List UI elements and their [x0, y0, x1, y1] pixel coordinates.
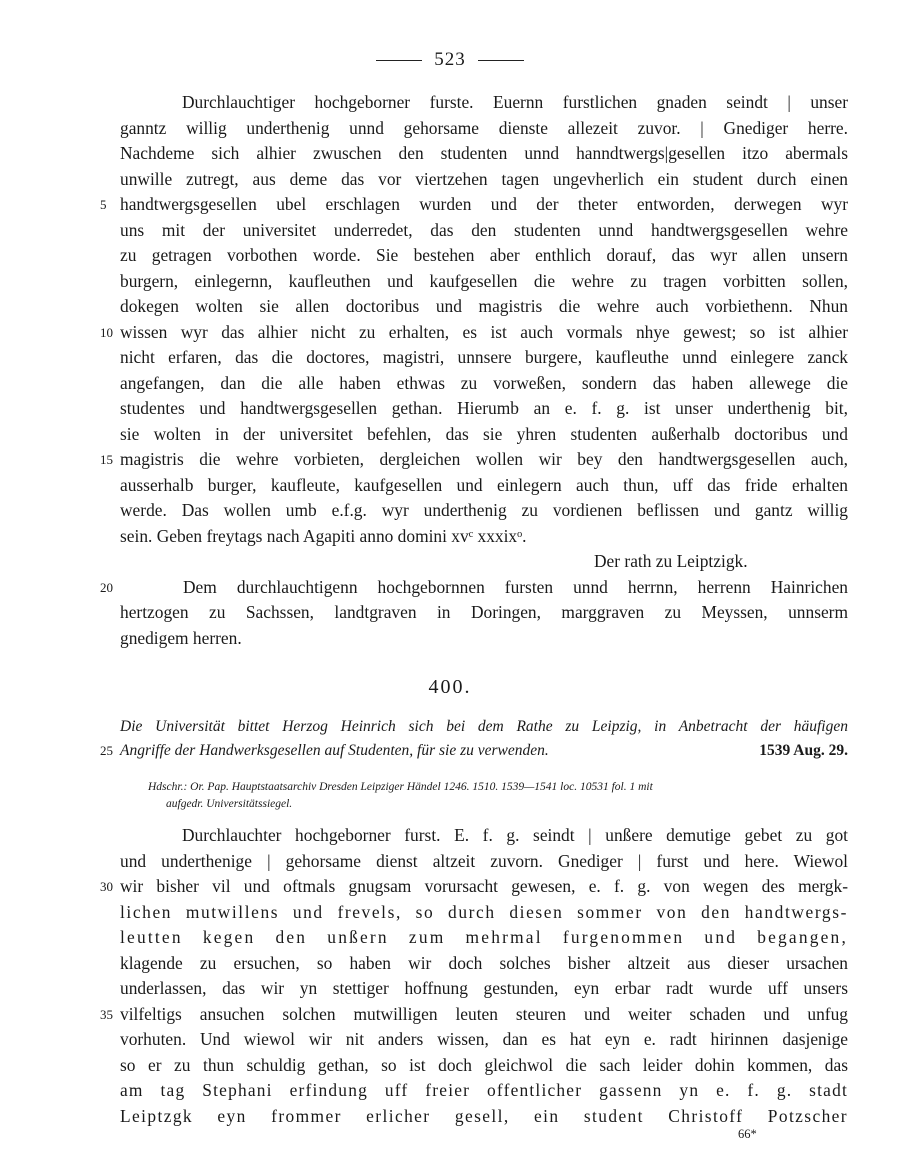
text-line: Durchlauchtiger hochgeborner furste. Euernn furstlichen gnaden seindt | unser — [182, 92, 848, 112]
text-line: burgern, einlegernn, kaufleuthen und kaufgesellen die wehre zu tragen vorbitten sollen, — [120, 270, 848, 291]
text-line: gnedigem herren. — [120, 627, 242, 648]
signature-mark: 66* — [738, 1127, 757, 1141]
line-number: 35 — [100, 1006, 113, 1022]
summary-line: Die Universität bittet Herzog Heinrich sich bei dem Rathe zu Leipzig, in Anbetracht der häufigen — [120, 718, 848, 735]
text-line: magistris die wehre vorbieten, dergleichen wollen wir bey den handtwergsgesellen auch, — [120, 449, 848, 469]
document-date: 1539 Aug. 29. — [759, 742, 848, 759]
text-line: hertzogen zu Sachssen, landtgraven in Doringen, marggraven zu Meyssen, unnserm — [120, 602, 848, 622]
line-number: 20 — [100, 579, 113, 595]
text-line: vorhuten. Und wiewol wir nit anders wissen, dan es hat eyn e. radt hirinnen dasjenige — [120, 1029, 848, 1049]
source-line: Hdschr.: Or. Pap. Hauptstaatsarchiv Dresden Leipziger Händel 1246. 1510. 1539—1541 loc. 10531 fol. 1 mit — [148, 781, 653, 793]
text-line: dokegen wolten sie allen doctoribus und magistris die wehre auch vorbiethenn. Nhun — [120, 296, 848, 316]
line-number: 10 — [100, 324, 113, 340]
text-line: underlassen, das wir yn stettiger hoffnung gestunden, eyn erbar radt wurde uff unsers — [120, 978, 848, 998]
text-line: Leiptzgk eyn frommer erlicher gesell, ein student Christoff Potzscher — [120, 1105, 848, 1126]
document-number: 400. — [428, 676, 472, 698]
text-line: leutten kegen den unßern zum mehrmal furgenommen und begangen, — [120, 927, 848, 947]
line-number: 25 — [100, 743, 113, 758]
text-line: Nachdeme sich alhier zwuschen den studenten unnd hanndtwergs|gesellen itzo abermals — [120, 143, 848, 163]
signature-line: Der rath zu Leiptzigk. — [594, 551, 748, 571]
line-number: 30 — [100, 879, 113, 894]
text-line: unwille zutregt, aus deme das vor viertzehen tagen ungevherlich ein student durch einen — [120, 168, 848, 189]
text-line: sie wolten in der universitet befehlen, das sie yhren studenten außerhalb doctoribus und — [120, 423, 848, 444]
text-line: uns mit der universitet underredet, das den studenten unnd handtwergsgesellen wehre — [120, 219, 848, 240]
text-line: studentes und handtwergsgesellen gethan. Hierumb an e. f. g. ist unser underthenig bit, — [120, 398, 848, 418]
text-line: Durchlauchter hochgeborner furst. E. f. g. seindt | unßere demutige gebet zu got — [182, 825, 848, 845]
page-number: 523 — [434, 49, 466, 70]
text-line: am tag Stephani erfindung uff freier offentlicher gassenn yn e. f. g. stadt — [120, 1080, 848, 1100]
text-line: sein. Geben freytags nach Agapiti anno domini xvᶜ xxxixᵒ. — [120, 525, 527, 546]
text-line: und underthenige | gehorsame dienst altzeit zuvorn. Gnediger | furst und here. Wiewol — [120, 850, 848, 871]
text-line: zu getragen vorbothen worde. Sie bestehen aber enthlich dorauf, das wyr allen unsern — [120, 245, 848, 265]
text-line: ausserhalb burger, kaufleute, kaufgesellen und einlegern auch thun, uff das fride erhalten — [120, 474, 848, 495]
text-line: angefangen, dan die alle haben ethwas zu vorweßen, sondern das haben allewege die — [120, 372, 848, 393]
text-line: wissen wyr das alhier nicht zu erhalten, es ist auch vormals nhye gewest; so ist alhier — [120, 321, 848, 342]
header-rule-left — [376, 60, 422, 61]
line-number: 5 — [100, 197, 107, 212]
text-line: klagende zu ersuchen, so haben wir doch solches bisher altzeit aus dieser ursachen — [120, 952, 848, 973]
text-line: werde. Das wollen umb e.f.g. wyr underthenig zu vordienen beflissen und gantz willig — [120, 500, 848, 520]
text-line: handtwergsgesellen ubel erschlagen wurden und der theter entworden, derwegen wyr — [120, 194, 848, 214]
text-line: vilfeltigs ansuchen solchen mutwilligen leuten steuren und weiter schaden und unfug — [120, 1003, 848, 1024]
text-line: Dem durchlauchtigenn hochgebornnen fursten unnd herrnn, herrenn Hainrichen — [183, 576, 848, 597]
text-line: wir bisher vil und oftmals gnugsam vorursacht gewesen, e. f. g. von wegen des mergk- — [120, 876, 848, 896]
header-rule-right — [478, 60, 524, 61]
text-line: lichen mutwillens und frevels, so durch diesen sommer von den handtwergs- — [120, 901, 848, 922]
text-line: ganntz willig underthenig unnd gehorsame dienste allezeit zuvor. | Gnediger herre. — [120, 117, 848, 138]
source-line: aufgedr. Universitätssiegel. — [166, 798, 293, 810]
text-line: nicht erfaren, das die doctores, magistri, unnsere burgere, kaufleuthe unnd einlegere zanck — [120, 347, 848, 367]
line-number: 15 — [100, 452, 113, 467]
summary-line: Angriffe der Handwerksgesellen auf Studenten, für sie zu verwenden. — [120, 742, 549, 759]
text-line: so er zu thun schuldig gethan, so ist doch gleichwol die sach leider dohin kommen, das — [120, 1054, 848, 1075]
page-header — [0, 44, 900, 76]
